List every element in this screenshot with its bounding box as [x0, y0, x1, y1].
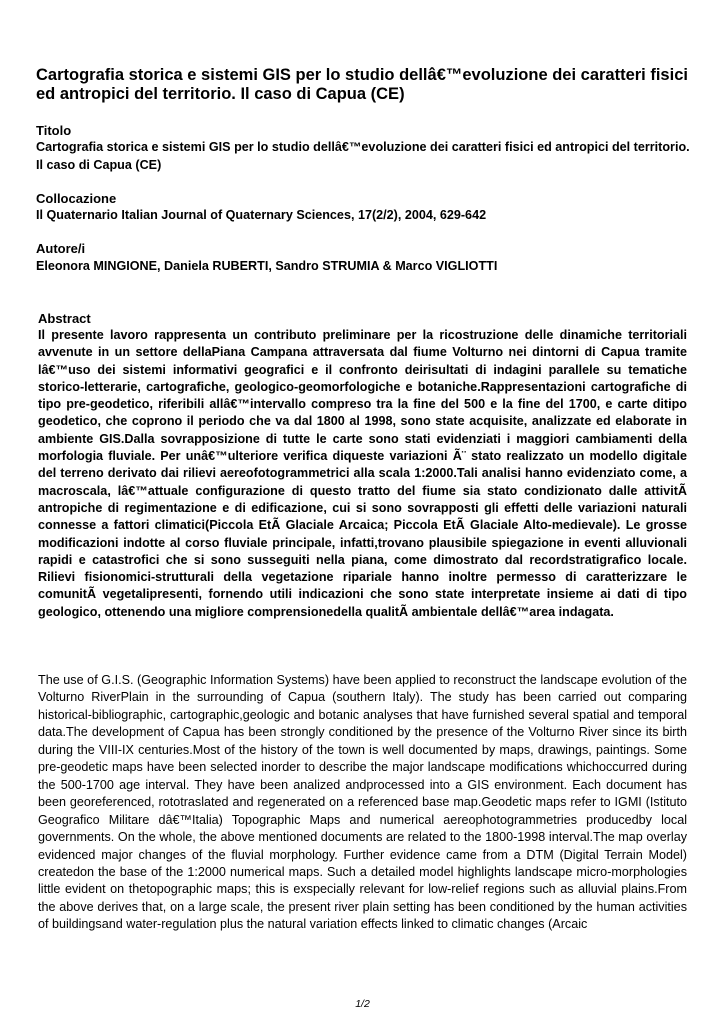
autori-label: Autore/i	[36, 241, 86, 256]
autori-value: Eleonora MINGIONE, Daniela RUBERTI, Sandro STRUMIA & Marco VIGLIOTTI	[36, 259, 498, 273]
titolo-label: Titolo	[36, 123, 72, 138]
abstract-italian: Il presente lavoro rappresenta un contributo preliminare per la ricostruzione delle dinamiche territoriali avvenute in un settore dellaPiana Campana attraversata dal fiume Volturno nei dintorni di Capua tramite lâ€™uso dei sistemi informativi geografici e il confronto deirisultati di indagini parallele su tematiche storico-letterarie, cartografiche, geologico-geomorfologiche e botaniche.Rappresentazioni cartografiche di tipo pre-geodetico, riferibili allâ€™intervallo compreso tra la fine del 500 e la fine del 1700, e carte ditipo geodetico, che coprono il periodo che va dal 1800 al 1998, sono state acquisite, analizzate ed elaborate in ambiente GIS.Dalla sovrapposizione di tutte le carte sono stati evidenziati i maggiori cambiamenti della morfologia fluviale. Per unâ€™ulteriore verifica diqueste variazioni Ã¨ stato realizzato un modello digitale del terreno derivato dai rilievi aereofotogrammetrici alla scala 1:2000.Tali analisi hanno evidenziato come, a macroscala, lâ€™attuale configurazione di questo tratto del fiume sia stato condizionato dalle attivitÃ antropiche di regimentazione e di edificazione, cui si sono sovrapposti gli effetti delle variazioni naturali connesse a fattori climatici(Piccola EtÃ Glaciale Arcaica; Piccola EtÃ Glaciale Alto-medievale). Le grosse modificazioni indotte al corso fluviale principale, infatti,trovano plausibile spiegazione in eventi alluvionali rapidi e catastrofici che si sono susseguiti nella piana, come dimostrato dal recordstratigrafico locale. Rilievi fisionomici-strutturali della vegetazione ripariale hanno inoltre permesso di caratterizzare le comunitÃ vegetalipresenti, fornendo utili indicazioni che sono state interpretate insieme ai dati di tipo geologico, ottenendo una migliore comprensionedella qualitÃ ambientale dellâ€™area indagata.	[38, 328, 687, 619]
titolo-value: Cartografia storica e sistemi GIS per lo studio dellâ€™evoluzione dei caratteri fisici ed antropici del territorio. Il caso di Capua (CE)	[36, 140, 690, 172]
collocazione-value: Il Quaternario Italian Journal of Quaternary Sciences, 17(2/2), 2004, 629-642	[36, 208, 487, 222]
abstract-english: The use of G.I.S. (Geographic Information Systems) have been applied to reconstruct the landscape evolution of the Volturno RiverPlain in the surrounding of Capua (southern Italy). The study has been carried out comparing historical-bibliographic, cartographic,geologic and botanic analyses that have furnished several spatial and temporal data.The development of Capua has been strongly conditioned by the presence of the Volturno River since its birth during the VIII-IX centuries.Most of the history of the town is well documented by maps, drawings, paintings. Some pre-geodetic maps have been selected inorder to describe the major landscape modifications whichoccurred during the 500-1700 age interval. They have been analized andprocessed into a GIS environment. Each document has been georeferenced, rototraslated and regenerated on a referenced base map.Geodetic maps refer to IGMI (Istituto Geografico Militare dâ€™Italia) Topographic Maps and numerical aereophotogrammetries producedby local governments. On the whole, the above mentioned documents are related to the 1800-1998 interval.The map overlay evidenced major changes of the fluvial morphology. Further evidence came from a DTM (Digital Terrain Model) createdon the base of the 1:2000 numerical maps. Such a detailed model highlights landscape micro-morphologies little evident on thetopographic maps; this is exspecially relevant for low-relief regions such as alluvial plains.From the above derives that, on a large scale, the present river plain setting has been conditioned by the human activities of buildingsand water-regulation plus the natural variation effects linked to climatic changes (Arcaic	[38, 673, 687, 932]
document-title: Cartografia storica e sistemi GIS per lo studio dellâ€™evoluzione dei caratteri fisici ed antropici del territorio. Il caso di Capua (CE)	[36, 66, 688, 103]
abstract-label: Abstract	[38, 311, 91, 326]
page-number: 1/2	[355, 998, 370, 1010]
collocazione-label: Collocazione	[36, 191, 117, 206]
